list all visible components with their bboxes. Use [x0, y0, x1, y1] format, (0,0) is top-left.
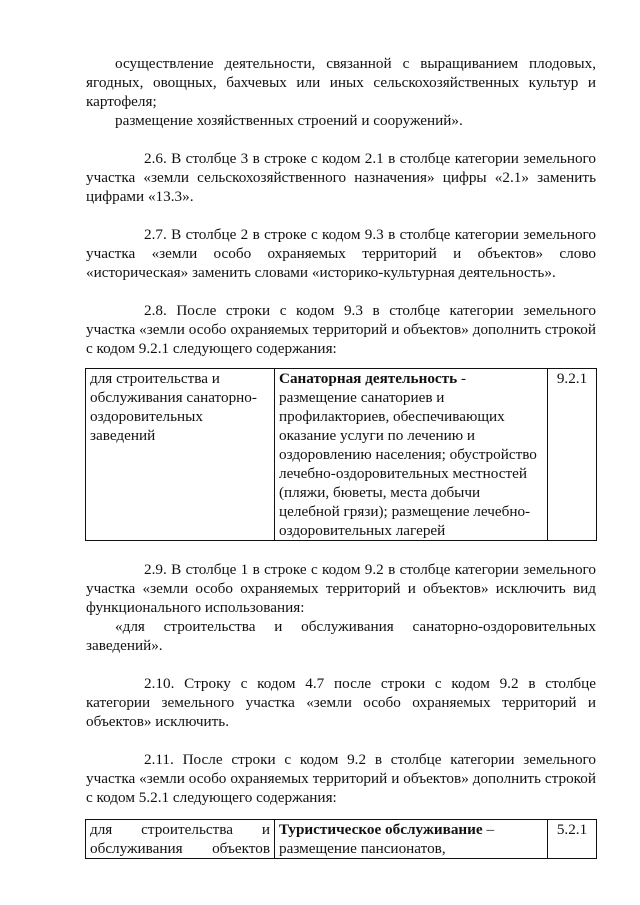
item-2-7: [86, 225, 596, 282]
document-page: [86, 54, 596, 859]
table-row: [86, 369, 597, 541]
table-sanatorium: [85, 368, 597, 541]
table-row: [86, 820, 597, 859]
item-number: 2.8.: [144, 302, 167, 319]
item-text: В столбце 1 в строке с кодом 9.2 в столбце категории земельного участка «земли особо охраняемых территорий и объектов» исключить вид функционального использования:: [86, 561, 596, 616]
item-2-8: [86, 301, 596, 358]
item-2-9-quote: «для строительства и обслуживания санаторно-оздоровительных заведений».: [86, 618, 596, 654]
intro-paragraph-1: осуществление деятельности, связанной с выращиванием плодовых, ягодных, овощных, бахчевых или иных сельскохозяйственных культур и картофеля;: [86, 55, 596, 110]
item-number: 2.11.: [144, 751, 174, 768]
table-cell-text: - размещение санаториев и профилакториев, обеспечивающих оказание услуги по лечению и оздоровлению населения; обустройство лечебно-оздоровительных местностей (пляжи, бюветы, места добычи целебной грязи); размещение лечебно-оздоровительных лагерей: [279, 370, 537, 539]
item-text: После строки с кодом 9.3 в столбце категории земельного участка «земли особо охраняемых территорий и объектов» дополнить строкой с кодом 9.2.1 следующего содержания:: [86, 302, 596, 357]
item-2-6: [86, 149, 596, 206]
table-cell-title: Санаторная деятельность: [279, 370, 458, 387]
item-text: В столбце 2 в строке с кодом 9.3 в столбце категории земельного участка «земли особо охраняемых территорий и объектов» слово «историческая» заменить словами «историко-культурная деятельность».: [86, 226, 596, 281]
item-number: 2.9.: [144, 561, 167, 578]
table-cell-purpose: для строительства и обслуживания санаторно-оздоровительных заведений: [86, 369, 275, 541]
table-cell-purpose: для строительства и обслуживания объектов: [86, 820, 275, 859]
item-number: 2.6.: [144, 150, 167, 167]
table-cell-code: 9.2.1: [548, 369, 597, 541]
table-cell-text: – размещение пансионатов,: [279, 821, 495, 857]
table-cell-description: [275, 369, 548, 541]
item-number: 2.10.: [144, 675, 175, 692]
item-number: 2.7.: [144, 226, 167, 243]
table-cell-code: 5.2.1: [548, 820, 597, 859]
item-2-10: [86, 674, 596, 731]
item-2-11: [86, 750, 596, 807]
item-text: Строку с кодом 4.7 после строки с кодом 9.2 в столбце категории земельного участка «земли особо охраняемых территорий и объектов» исключить.: [86, 675, 597, 730]
intro-paragraph-2: размещение хозяйственных строений и сооружений».: [115, 112, 463, 129]
table-tourism: [85, 819, 597, 859]
item-text: После строки с кодом 9.2 в столбце категории земельного участка «земли особо охраняемых территорий и объектов» дополнить строкой с кодом 5.2.1 следующего содержания:: [86, 751, 596, 806]
table-cell-title: Туристическое обслуживание: [279, 821, 483, 838]
item-2-9: [86, 560, 596, 617]
item-text: В столбце 3 в строке с кодом 2.1 в столбце категории земельного участка «земли сельскохозяйственного назначения» цифры «2.1» заменить цифрами «13.3».: [86, 150, 596, 205]
table-cell-description: [275, 820, 548, 859]
